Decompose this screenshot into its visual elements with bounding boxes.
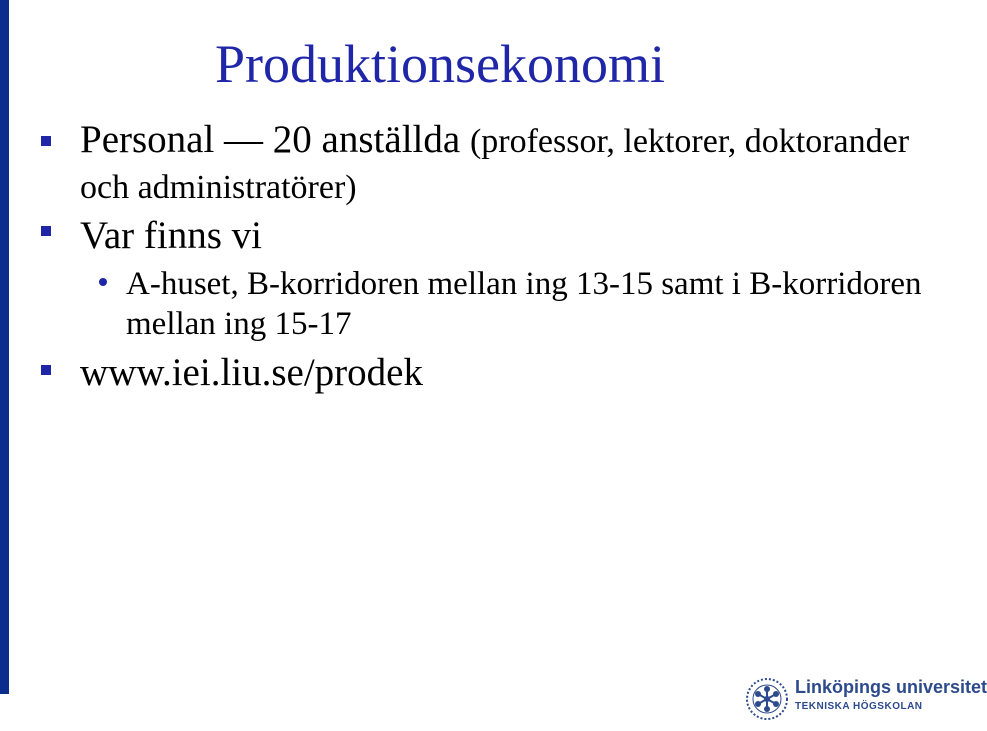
slide-content bbox=[40, 118, 940, 396]
liu-emblem-icon bbox=[745, 677, 789, 721]
bullet-location-main: Var finns vi bbox=[80, 214, 262, 257]
left-accent-bar bbox=[0, 0, 9, 694]
university-logo bbox=[745, 675, 987, 723]
square-bullet-icon bbox=[41, 136, 51, 146]
bullet-location bbox=[40, 212, 940, 260]
website-link[interactable]: www.iei.liu.se/prodek bbox=[80, 351, 423, 394]
bullet-personal-main: Personal — 20 anställda bbox=[80, 118, 470, 161]
sub-bullet-location bbox=[40, 264, 940, 344]
slide-title: Produktionsekonomi bbox=[215, 34, 666, 94]
square-bullet-icon bbox=[41, 365, 51, 375]
bullet-personal bbox=[40, 118, 940, 210]
logo-university-name: Linköpings universitet bbox=[795, 677, 987, 697]
bullet-website bbox=[40, 350, 940, 396]
logo-faculty-name: TEKNISKA HÖGSKOLAN bbox=[795, 701, 923, 712]
bullet-personal-detail: (professor, lektorer, doktorander och administratörer) bbox=[80, 123, 910, 206]
square-bullet-icon bbox=[41, 226, 51, 236]
sub-bullet-location-text: A-huset, B-korridoren mellan ing 13-15 samt i B-korridoren mellan ing 15-17 bbox=[126, 266, 922, 342]
round-bullet-icon bbox=[99, 278, 107, 286]
